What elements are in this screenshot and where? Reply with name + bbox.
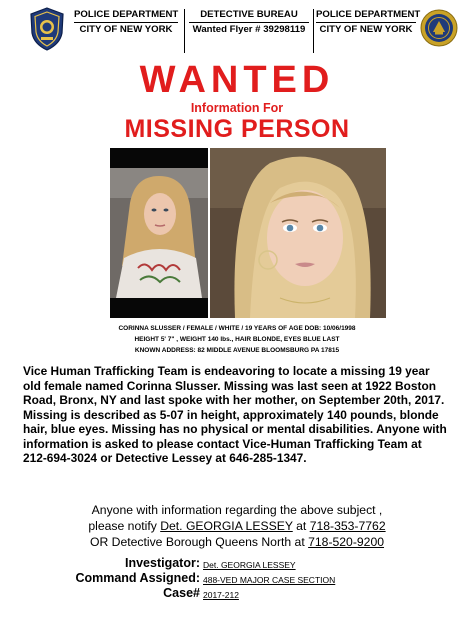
header-right-line1: POLICE DEPARTMENT bbox=[316, 9, 416, 23]
description-line-3: KNOWN ADDRESS: 82 MIDDLE AVENUE BLOOMSBURG PA 17815 bbox=[134, 347, 340, 354]
command-label: Command Assigned: bbox=[75, 571, 200, 585]
information-for-subtitle: Information For bbox=[190, 101, 284, 115]
command-value: 488-VED MAJOR CASE SECTION bbox=[203, 575, 336, 585]
paragraph-line: information is asked to please contact Vice-Human Trafficking Team at bbox=[23, 436, 422, 451]
contact-line-3 bbox=[0, 534, 474, 550]
at-text: at bbox=[296, 519, 307, 533]
contact-line-1: Anyone with information regarding the above subject , bbox=[91, 503, 383, 517]
case-details-paragraph bbox=[23, 364, 463, 466]
notify-text: please notify bbox=[88, 519, 157, 533]
paragraph-line: hair, blue eyes. Missing has no physical or mental disabilities. Anyone with bbox=[23, 422, 447, 436]
header-left-line1: POLICE DEPARTMENT bbox=[74, 9, 178, 23]
missing-person-photo-1 bbox=[110, 148, 208, 318]
wanted-title: WANTED bbox=[139, 59, 335, 101]
investigator-row bbox=[100, 556, 440, 571]
paragraph-line: 212-694-3024 or Detective Lessey at 646-285-1347. bbox=[23, 451, 307, 465]
borough-phone: 718-520-9200 bbox=[308, 535, 385, 549]
paragraph-line: old female named Corinna Slusser. Missing was last seen at 1922 Boston bbox=[23, 378, 437, 393]
subject-description bbox=[0, 323, 474, 356]
header-left-block bbox=[74, 9, 182, 53]
flyer-header bbox=[22, 5, 458, 57]
command-row bbox=[75, 571, 440, 586]
contact-block bbox=[0, 502, 474, 550]
description-line-1: CORINNA SLUSSER / FEMALE / WHITE / 19 YEARS OF AGE DOB: 10/06/1998 bbox=[118, 325, 356, 332]
paragraph-line: Road, Bronx, NY and last spoke with her mother, on September 20th, 2017. bbox=[23, 393, 445, 407]
paragraph-line: Missing is described as 5-07 in height, approximately 140 pounds, blonde bbox=[23, 407, 439, 422]
description-line-2: HEIGHT 5' 7" , WEIGHT 140 lbs., HAIR BLONDE, EYES BLUE LAST bbox=[134, 336, 340, 343]
detective-phone: 718-353-7762 bbox=[309, 519, 386, 533]
missing-person-title: MISSING PERSON bbox=[124, 115, 350, 143]
missing-person-photo-2 bbox=[210, 148, 386, 318]
nyc-seal-logo bbox=[420, 7, 458, 49]
header-right-block bbox=[316, 9, 421, 53]
case-label: Case# bbox=[163, 586, 200, 600]
investigator-block bbox=[75, 556, 440, 601]
header-left-line2: CITY OF NEW YORK bbox=[79, 24, 173, 35]
case-row bbox=[100, 586, 440, 601]
case-value: 2017-212 bbox=[203, 590, 239, 600]
investigator-value: Det. GEORGIA LESSEY bbox=[203, 560, 296, 570]
header-center-line1: DETECTIVE BUREAU bbox=[189, 9, 309, 23]
header-right-line2: CITY OF NEW YORK bbox=[319, 24, 413, 35]
nypd-shield-logo bbox=[28, 7, 66, 51]
investigator-label: Investigator: bbox=[124, 556, 200, 570]
flyer-number: Wanted Flyer # 39298119 bbox=[192, 24, 306, 35]
paragraph-line: Vice Human Trafficking Team is endeavoring to locate a missing 19 year bbox=[23, 364, 430, 378]
detective-name: Det. GEORGIA LESSEY bbox=[160, 519, 293, 533]
contact-line-2 bbox=[0, 518, 474, 534]
header-center-block bbox=[184, 9, 314, 53]
borough-text: OR Detective Borough Queens North at bbox=[89, 535, 305, 549]
